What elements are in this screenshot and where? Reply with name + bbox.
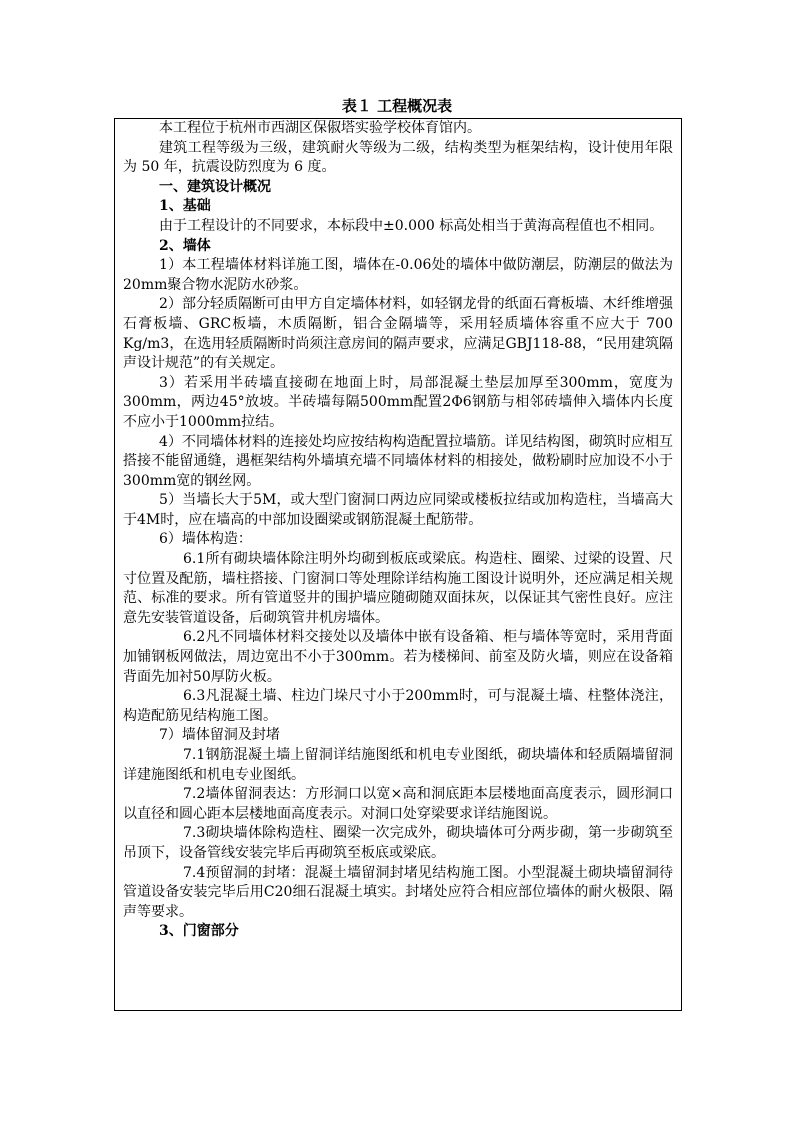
subsection-heading: 3、门窗部分 (159, 923, 239, 940)
paragraph: 本工程位于杭州市西湖区保俶塔实验学校体育馆内。 (159, 120, 481, 136)
subsection-heading: 2、墙体 (159, 237, 211, 254)
paragraph: 7.2墙体留洞表达：方形洞口以宽×高和洞底距本层楼地面高度表示，圆形洞口以直径和圆心距本层楼地面高度表示。对洞口处穿梁要求详结施图说。 (123, 786, 673, 822)
section-heading: 一、建筑设计概况 (159, 178, 271, 195)
paragraph: 6）墙体构造： (159, 531, 252, 548)
paragraph: 1）本工程墙体材料详施工图，墙体在-0.06处的墙体中做防潮层，防潮层的做法为20mm聚合物水泥防水砂浆。 (123, 257, 673, 293)
paragraph: 6.2凡不同墙体材料交接处以及墙体中嵌有设备箱、柜与墙体等宽时，采用背面加铺钢板网做法，周边宽出不小于300mm。若为楼梯间、前室及防火墙，则应在设备箱背面先加衬50厚防火板。 (123, 629, 673, 685)
paragraph: 6.1所有砌块墙体除注明外均砌到板底或梁底。构造柱、圈梁、过梁的设置、尺寸位置及配筋，墙柱搭接、门窗洞口等处理除详结构施工图设计说明外，还应满足相关规范、标准的要求。所有管道竖井的围护墙应随砌随双面抹灰，以保证其气密性良好。应注意先安装管道设备，后砌筑管井机房墙体。 (123, 551, 673, 626)
paragraph: 7.4预留洞的封堵：混凝土墙留洞封堵见结构施工图。小型混凝土砌块墙留洞待管道设备安装完毕后用C20细石混凝土填实。封堵处应符合相应部位墙体的耐火极限、隔声等要求。 (123, 864, 673, 920)
paragraph: 由于工程设计的不同要求，本标段中±0.000 标高处相当于黄海高程值也不相同。 (159, 217, 664, 234)
page-title: 表１ 工程概况表 (341, 97, 453, 115)
paragraph: 建筑工程等级为三级，建筑耐火等级为二级，结构类型为框架结构，设计使用年限为 50 年，抗震设防烈度为 6 度。 (123, 139, 673, 176)
paragraph: 4）不同墙体材料的连接处均应按结构构造配置拉墙筋。详见结构图，砌筑时应相互搭接不能留通缝，遇框架结构外墙填充墙不同墙体材料的相接处，做粉刷时应加设不小于300mm宽的钢丝网。 (123, 433, 673, 489)
subsection-heading: 1、基础 (159, 198, 211, 215)
paragraph: 7.3砌块墙体除构造柱、圈梁一次完成外，砌块墙体可分两步砌，第一步砌筑至吊顶下，设备管线安装完毕后再砌筑至板底或梁底。 (123, 825, 673, 861)
paragraph: 2）部分轻质隔断可由甲方自定墙体材料，如轻钢龙骨的纸面石膏板墙、木纤维增强石膏板墙、GRC板墙，木质隔断，铝合金隔墙等，采用轻质墙体容重不应大于 700 Kg/m3，在选用轻质隔断时尚须注意房间的隔声要求，应满足GBJ118-88，“民用建筑隔声设计规范”的有关规定。 (123, 296, 673, 372)
paragraph: 7.1钢筋混凝土墙上留洞详结施图纸和机电专业图纸，砌块墙体和轻质隔墙留洞详建施图纸和机电专业图纸。 (123, 747, 673, 783)
paragraph: 7）墙体留洞及封堵 (159, 727, 280, 744)
paragraph: 6.3凡混凝土墙、柱边门垛尺寸小于200mm时，可与混凝土墙、柱整体浇注，构造配筋见结构施工图。 (123, 688, 673, 724)
paragraph: 3）若采用半砖墙直接砌在地面上时，局部混凝土垫层加厚至300mm，宽度为300mm，两边45°放坡。半砖墙每隔500mm配置2Φ6钢筋与相邻砖墙伸入墙体内长度不应小于1000mm拉结。 (123, 374, 673, 430)
paragraph: 5）当墙长大于5M，或大型门窗洞口两边应同梁或楼板拉结或加构造柱，当墙高大于4M时，应在墙高的中部加设圈梁或钢筋混凝土配筋带。 (123, 492, 673, 528)
content-table-cell (114, 118, 682, 1011)
